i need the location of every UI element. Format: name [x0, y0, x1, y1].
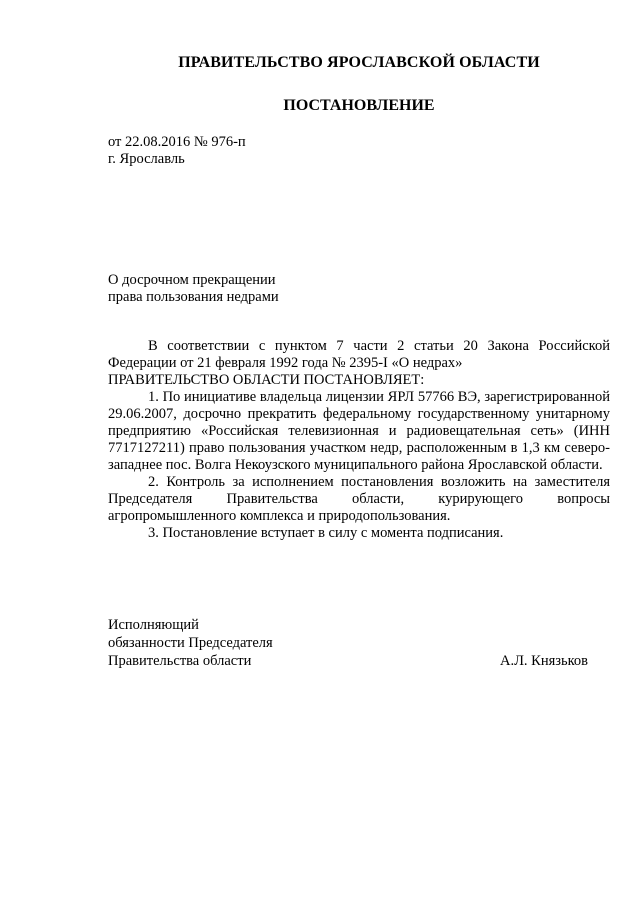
document-meta	[108, 134, 246, 168]
document-body	[108, 338, 610, 542]
city: г. Ярославль	[108, 151, 185, 167]
date-number: от 22.08.2016 № 976-п	[108, 134, 246, 150]
subject-line-1: О досрочном прекращении	[108, 272, 276, 288]
signatory-title-line-2: обязанности Председателя	[108, 635, 273, 651]
signature-block	[108, 616, 588, 670]
signatory-title-line-1: Исполняющий	[108, 617, 199, 633]
signatory-name: А.Л. Князьков	[499, 653, 588, 669]
subject-line-2: права пользования недрами	[108, 289, 279, 305]
document-subject	[108, 272, 279, 306]
preamble-paragraph: В соответствии с пунктом 7 части 2 статьи 20 Закона Российской Федерации от 21 февраля 1992 года № 2395-I «О недрах»	[108, 338, 610, 371]
document-type-title: ПОСТАНОВЛЕНИЕ	[283, 97, 435, 114]
item-3-paragraph: 3. Постановление вступает в силу с момента подписания.	[148, 525, 504, 541]
resolves-line: ПРАВИТЕЛЬСТВО ОБЛАСТИ ПОСТАНОВЛЯЕТ:	[108, 372, 425, 388]
organization-title: ПРАВИТЕЛЬСТВО ЯРОСЛАВСКОЙ ОБЛАСТИ	[178, 54, 540, 71]
signatory-title-line-3: Правительства области	[108, 653, 252, 669]
signatory-row	[108, 652, 588, 670]
item-2-paragraph: 2. Контроль за исполнением постановления возложить на заместителя Председателя Правительства области, курирующего вопросы агропромышленного комплекса и природопользования.	[108, 474, 610, 524]
item-1-paragraph: 1. По инициативе владельца лицензии ЯРЛ 57766 ВЭ, зарегистрированной 29.06.2007, досрочно прекратить федеральному государственному унитарному предприятию «Российская телевизионная и радиовещательная сеть» (ИНН 7717127211) право пользования участком недр, расположенным в 1,3 км северо-западнее пос. Волга Некоузского муниципального района Ярославской области.	[108, 389, 610, 473]
